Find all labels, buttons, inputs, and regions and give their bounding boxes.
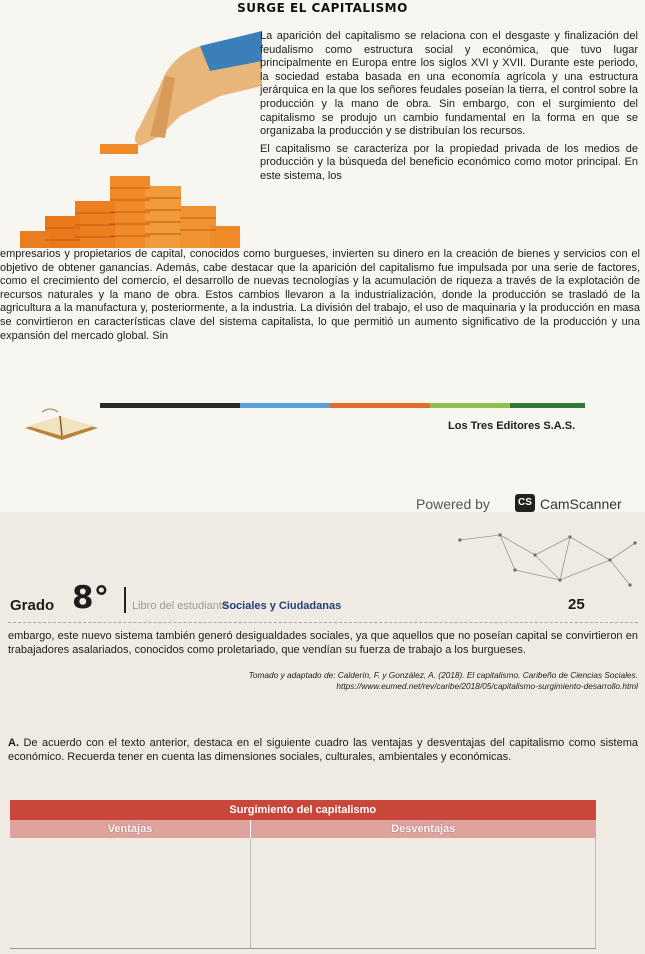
intro-text [260, 30, 638, 188]
advantages-disadvantages-table [10, 800, 596, 949]
question-text: De acuerdo con el texto anterior, destaca en el siguiente cuadro las ventajas y desventajas del capitalismo como sistema económico. Recuerda tener en cuenta las dimensiones sociales, culturales, ambientales y económicas. [8, 737, 638, 763]
page-title: SURGE EL CAPITALISMO [237, 1, 408, 15]
body-paragraph: empresarios y propietarios de capital, conocidos como burgueses, invierten su dinero en la creación de bienes y servicios con el objetivo de obtener ganancias. Además, cabe destacar que la aparición del capitalismo fue impulsada por una serie de factores, como el crecimiento del comercio, el desarrollo de nuevas tecnologías y la acumulación de riqueza a través de la explotación de recursos naturales y la mano de obra. Estos cambios llevaron a la industrialización, donde la producción se trasladó de la agricultura a la manufactura y, posteriormente, a la industria. La división del trabajo, el uso de maquinaria y la producción en masa se convirtieron en características clave del sistema capitalista, lo que permitió un aumento significativo de la producción y una expansión del mercado global. Sin [0, 248, 640, 342]
ventajas-cell[interactable] [10, 838, 251, 949]
book-icon [20, 406, 102, 442]
source-url: https://www.eumed.net/rev/caribe/2018/05/capitalismo-surgimiento-desarrollo.html [336, 681, 638, 691]
camscanner-label: CamScanner [540, 496, 622, 512]
continuation-paragraph: embargo, este nuevo sistema también generó desigualdades sociales, ya que aquellos que no poseían capital se convirtieron en trabajadores asalariados, conocidos como proletariado, que vendían su fuerza de trabajo a los burgueses. [8, 630, 638, 656]
page-number: 25 [568, 596, 585, 613]
question-letter: A. [8, 737, 19, 749]
intro-paragraph-1: La aparición del capitalismo se relaciona con el desgaste y finalización del feudalismo como estructura social y económica, que tuvo lugar principalmente en Europa entre los siglos XVI y XVII. Durante este periodo, la sociedad estaba basada en una economía agrícola y una estructura jerárquica en la que los señores feudales poseían la tierra, el control sobre la producción y la mano de obra. Sin embargo, con el surgimiento del capitalismo se produjo un cambio fundamental en la forma en que se organizaba la producción y se distribuían los recursos. [260, 30, 638, 138]
question-block [8, 736, 638, 764]
powered-by-text: Powered by [416, 496, 490, 512]
network-decoration [440, 525, 640, 595]
desventajas-header: Desventajas [251, 820, 596, 838]
book-label: Libro del estudiante [132, 600, 229, 612]
coins-hand-illustration [0, 16, 262, 248]
publisher-name: Los Tres Editores S.A.S. [448, 420, 576, 432]
desventajas-cell[interactable] [251, 838, 596, 949]
ventajas-header: Ventajas [10, 820, 251, 838]
subject-title: Sociales y Ciudadanas [222, 600, 342, 612]
grade-number: 8° [72, 580, 110, 616]
header-divider [124, 587, 126, 613]
table-title: Surgimiento del capitalismo [10, 800, 596, 820]
grade-label: Grado [10, 597, 55, 614]
intro-paragraph-2: El capitalismo se caracteriza por la propiedad privada de los medios de producción y la búsqueda del beneficio económico como motor principal. En este sistema, los [260, 142, 638, 182]
dashed-divider [8, 622, 638, 623]
camscanner-logo-icon: CS [515, 494, 535, 512]
source-citation [160, 670, 638, 692]
source-reference: Tomado y adaptado de: Calderín, F. y González, A. (2018). El capitalismo. Caribeño de Ciencias Sociales. [248, 670, 638, 680]
